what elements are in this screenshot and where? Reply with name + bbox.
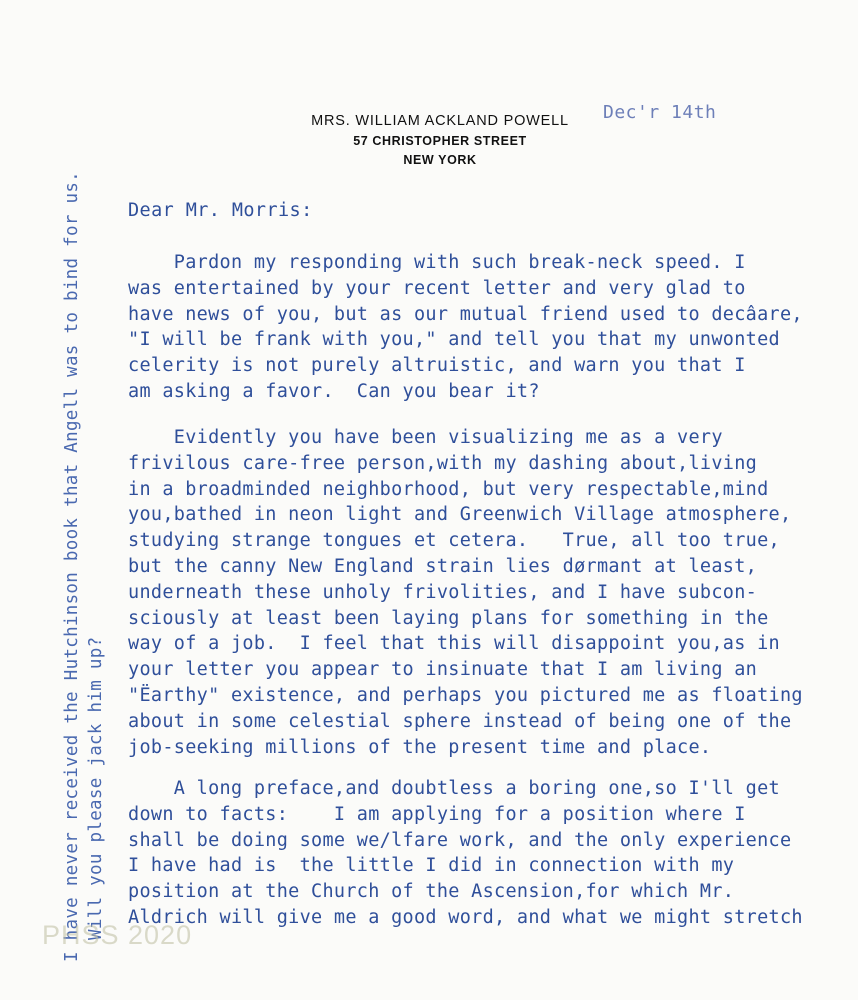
paragraph-2 (128, 425, 803, 760)
text-line: celerity is not purely altruistic, and warn you that I (128, 355, 746, 377)
text-line: underneath these unholy frivolities, and I have subcon- (128, 581, 758, 603)
text-line: I have had is the little I did in connection with my (128, 855, 735, 877)
margin-note-2: Will you please jack him up? (86, 636, 106, 940)
text-line: in a broadminded neighborhood, but very respectable,mind (128, 478, 769, 500)
text-line: you,bathed in neon light and Greenwich Village atmosphere, (128, 504, 792, 526)
text-line: but the canny New England strain lies dørmant at least, (128, 555, 758, 577)
text-line: job-seeking millions of the present time and place. (128, 736, 712, 758)
text-line: was entertained by your recent letter and very glad to (128, 277, 746, 299)
salutation: Dear Mr. Morris: (128, 200, 313, 221)
text-line: "Ëarthy" existence, and perhaps you pictured me as floating (128, 684, 803, 706)
watermark: PHSS 2020 (42, 920, 193, 950)
text-line: shall be doing some we/lfare work, and the only experience (128, 829, 792, 851)
text-line: Aldrich will give me a good word, and what we might stretch (128, 906, 803, 928)
text-line: your letter you appear to insinuate that I am living an (128, 659, 758, 681)
text-line: sciously at least been laying plans for something in the (128, 607, 769, 629)
margin-note-1: I have never received the Hutchinson book that Angell was to bind for us. (62, 170, 82, 962)
text-line: way of a job. I feel that this will disappoint you,as in (128, 633, 780, 655)
text-line: Evidently you have been visualizing me as a very (128, 427, 723, 448)
text-line: have news of you, but as our mutual friend used to decâare, (128, 303, 803, 325)
text-line: "I will be frank with you," and tell you that my unwonted (128, 329, 780, 351)
letterhead-city: NEW YORK (403, 153, 477, 167)
letterhead-name: MRS. WILLIAM ACKLAND POWELL (311, 113, 569, 129)
text-line: Pardon my responding with such break-neck speed. I (128, 252, 746, 273)
text-line: A long preface,and doubtless a boring one,so I'll get (128, 778, 780, 799)
text-line: about in some celestial sphere instead of being one of the (128, 710, 792, 732)
letterhead (270, 113, 610, 167)
text-line: position at the Church of the Ascension,for which Mr. (128, 881, 735, 903)
paragraph-1 (128, 250, 803, 405)
letter-date: Dec'r 14th (603, 102, 717, 123)
letterhead-street: 57 CHRISTOPHER STREET (353, 134, 527, 148)
paragraph-3 (128, 776, 803, 931)
text-line: am asking a favor. Can you bear it? (128, 380, 540, 402)
text-line: down to facts: I am applying for a position where I (128, 803, 746, 825)
text-line: frivilous care-free person,with my dashing about,living (128, 452, 758, 474)
text-line: studying strange tongues et cetera. True, all too true, (128, 530, 780, 552)
